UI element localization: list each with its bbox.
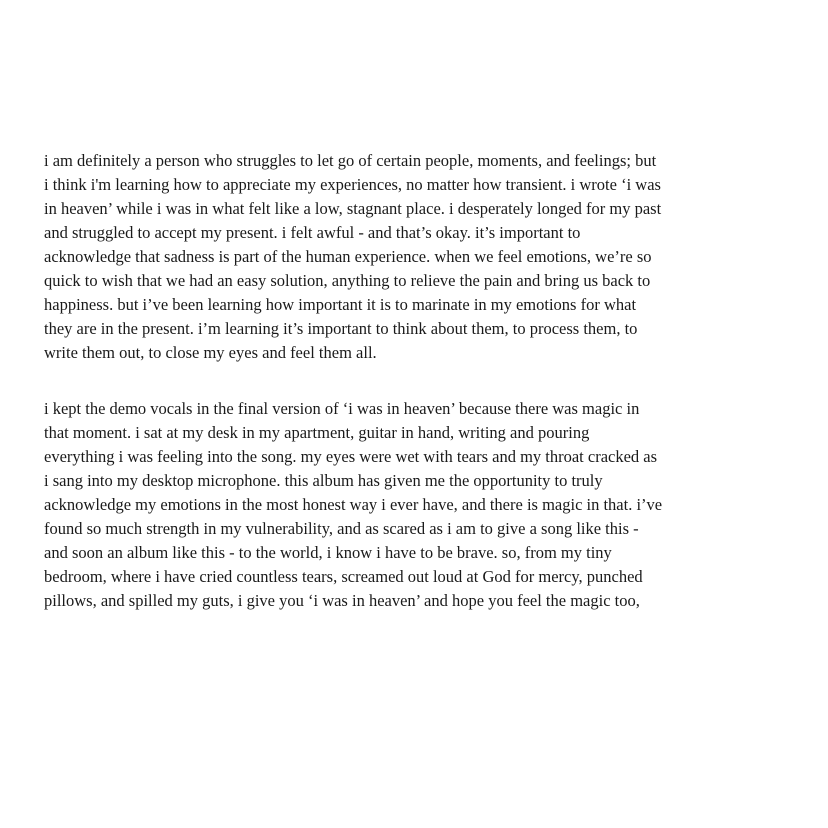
text-line: pillows, and spilled my guts, i give you ‘i was in heaven’ and hope you feel the magic too, [44, 591, 640, 610]
text-line: and soon an album like this - to the world, i know i have to be brave. so, from my tiny [44, 543, 612, 562]
text-line: and struggled to accept my present. i felt awful - and that’s okay. it’s important to [44, 223, 581, 242]
text-line: quick to wish that we had an easy solution, anything to relieve the pain and bring us back to [44, 271, 651, 290]
text-line: they are in the present. i’m learning it’s important to think about them, to process them, to [44, 319, 638, 338]
text-line: in heaven’ while i was in what felt like a low, stagnant place. i desperately longed for my past [44, 199, 662, 218]
text-line: bedroom, where i have cried countless tears, screamed out loud at God for mercy, punched [44, 567, 643, 586]
text-line: acknowledge my emotions in the most honest way i ever have, and there is magic in that. i’ve [44, 495, 663, 514]
text-line: everything i was feeling into the song. my eyes were wet with tears and my throat cracked as [44, 447, 658, 466]
text-line: i think i'm learning how to appreciate my experiences, no matter how transient. i wrote ‘i was [44, 175, 661, 194]
text-line: acknowledge that sadness is part of the human experience. when we feel emotions, we’re so [44, 247, 652, 266]
text-line: happiness. but i’ve been learning how important it is to marinate in my emotions for what [44, 295, 637, 314]
text-line: found so much strength in my vulnerability, and as scared as i am to give a song like this - [44, 519, 639, 538]
text-line: i sang into my desktop microphone. this album has given me the opportunity to truly [44, 471, 603, 490]
text-line: that moment. i sat at my desk in my apartment, guitar in hand, writing and pouring [44, 423, 590, 442]
text-line: write them out, to close my eyes and feel them all. [44, 343, 377, 362]
paragraph-1 [44, 149, 804, 365]
paragraph-2 [44, 397, 804, 613]
text-line: i am definitely a person who struggles to let go of certain people, moments, and feelings; but [44, 151, 657, 170]
text-line: i kept the demo vocals in the final version of ‘i was in heaven’ because there was magic in [44, 399, 640, 418]
